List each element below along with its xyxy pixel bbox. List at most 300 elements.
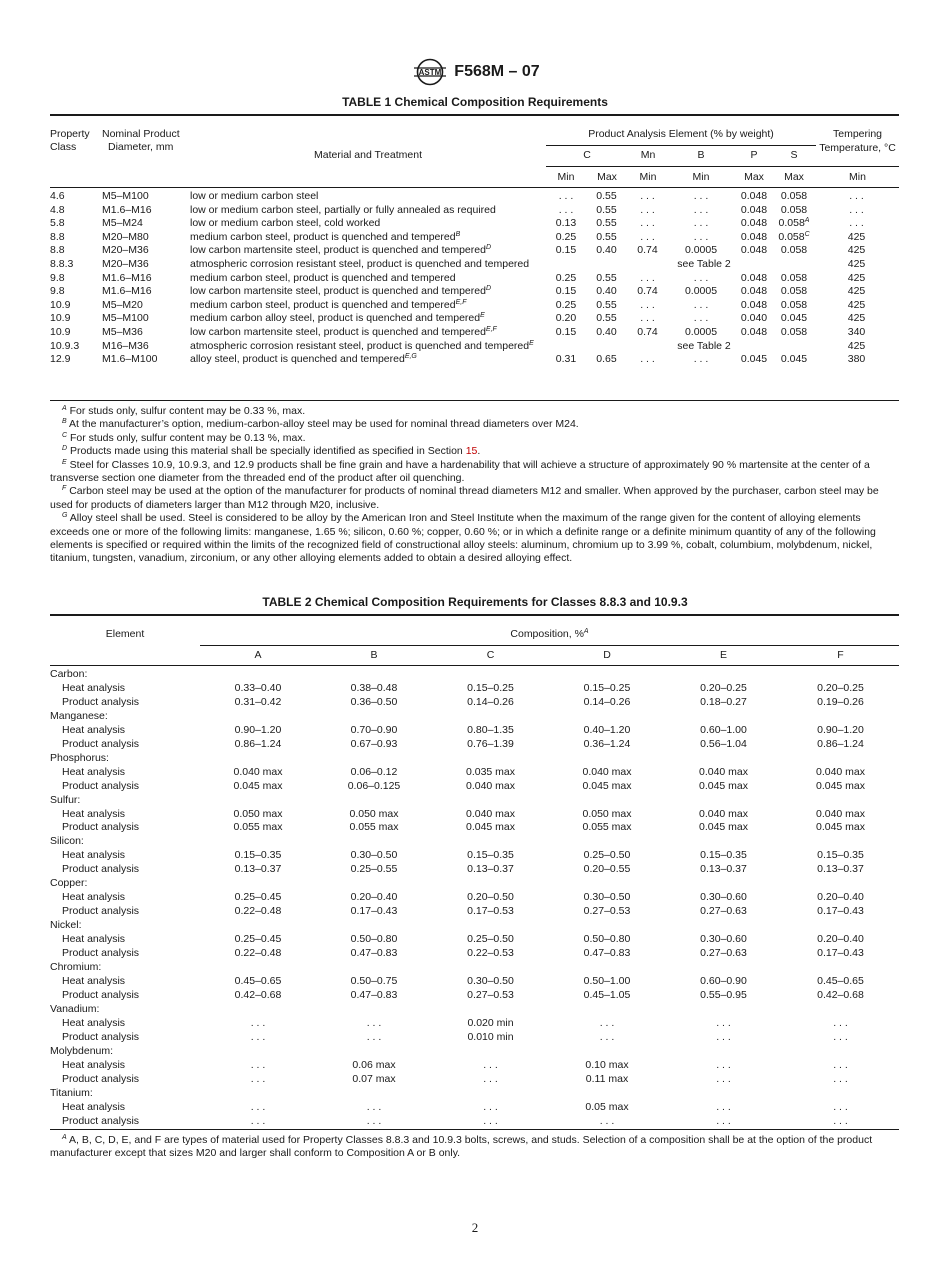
tempering-cell: 425: [847, 230, 866, 243]
p-max-cell: 0.040: [740, 312, 768, 325]
composition-column-f: F: [837, 649, 844, 661]
composition-value: . . .: [599, 1030, 615, 1043]
analysis-row: [50, 682, 899, 696]
see-table-cell: see Table 2: [677, 339, 731, 352]
material-cell: low or medium carbon steel, cold worked: [190, 217, 381, 230]
footnote-c: $^C$ For studs only, sulfur content may be 0.13 %, max.: [62, 431, 306, 444]
composition-value: 0.36–1.24: [583, 737, 631, 750]
b-min-cell: . . .: [693, 217, 709, 230]
analysis-row: [50, 891, 899, 905]
composition-column-e: E: [719, 649, 727, 661]
material-cell: low carbon martensite steel, product is quenched and tempered$^{E,F}$: [190, 325, 497, 338]
header-element-mn: Mn: [640, 149, 656, 161]
composition-value: 0.15–0.25: [467, 681, 514, 694]
c-max-cell: 0.55: [596, 230, 617, 243]
composition-value: 0.13–0.37: [467, 863, 514, 876]
property-class-cell: 9.8: [50, 285, 65, 298]
mn-min-cell: 0.74: [637, 285, 658, 298]
c-max-cell: 0.40: [596, 325, 617, 338]
mn-min-cell: . . .: [640, 203, 655, 216]
composition-column-c: C: [486, 649, 495, 661]
diameter-cell: M1.6–M16: [102, 203, 152, 216]
composition-value: 0.45–0.65: [234, 974, 282, 987]
s-max-cell: $0.058^C$: [778, 230, 810, 243]
table1-header-rule: [50, 187, 899, 188]
composition-value: . . .: [250, 1058, 266, 1071]
mn-min-cell: . . .: [640, 298, 655, 311]
composition-column-b: B: [370, 649, 378, 661]
composition-value: . . .: [716, 1100, 731, 1113]
composition-value: 0.045 max: [815, 779, 866, 792]
header-sub-p-max: Max: [744, 171, 764, 183]
table1-row: [50, 258, 899, 272]
composition-value: 0.040 max: [465, 807, 516, 820]
composition-value: 0.040 max: [698, 765, 749, 778]
composition-value: . . .: [833, 1058, 848, 1071]
analysis-label: Product analysis: [62, 737, 140, 750]
tempering-cell: 425: [847, 298, 866, 311]
analysis-label: Heat analysis: [62, 974, 126, 987]
p-max-cell: 0.048: [740, 271, 768, 284]
header-sub-s-max: Max: [784, 171, 804, 183]
svg-text:ASTM: ASTM: [418, 68, 442, 77]
p-max-cell: 0.045: [740, 353, 768, 366]
header-product-analysis: Product Analysis Element (% by weight): [588, 128, 774, 140]
property-class-cell: 8.8: [50, 230, 65, 243]
material-cell: low or medium carbon steel, partially or fully annealed as required: [190, 203, 496, 216]
composition-value: . . .: [716, 1016, 731, 1029]
analysis-label: Heat analysis: [62, 1100, 126, 1113]
table1-row: [50, 244, 899, 258]
composition-value: . . .: [366, 1114, 382, 1127]
composition-value: 0.22–0.53: [467, 947, 514, 960]
composition-value: 0.06 max: [352, 1058, 396, 1071]
analysis-row: [50, 696, 899, 710]
composition-value: 0.15–0.35: [467, 849, 514, 862]
composition-value: . . .: [833, 1030, 848, 1043]
composition-value: 0.60–0.90: [700, 974, 747, 987]
composition-value: 0.20–0.55: [583, 863, 631, 876]
element-name: Silicon:: [50, 835, 84, 848]
tempering-cell: . . .: [849, 203, 864, 216]
table2-body: [50, 668, 899, 1128]
c-max-cell: 0.40: [596, 244, 617, 257]
s-max-cell: 0.058: [780, 325, 808, 338]
element-name: Titanium:: [50, 1086, 93, 1099]
composition-value: 0.045 max: [698, 779, 749, 792]
c-min-cell: 0.20: [555, 312, 577, 325]
table1-footnotes: [50, 405, 899, 566]
composition-value: 0.27–0.53: [583, 905, 631, 918]
composition-column-d: D: [603, 649, 611, 661]
diameter-cell: M5–M36: [102, 325, 143, 338]
analysis-label: Product analysis: [62, 779, 140, 792]
composition-value: 0.27–0.63: [700, 905, 747, 918]
table1-row: [50, 217, 899, 231]
diameter-cell: M1.6–M16: [102, 271, 152, 284]
composition-value: 0.035 max: [465, 765, 516, 778]
element-group-row: [50, 752, 899, 766]
element-name: Sulfur:: [50, 793, 81, 806]
b-min-cell: 0.0005: [684, 325, 718, 338]
tempering-cell: 425: [847, 312, 866, 325]
analysis-label: Heat analysis: [62, 1058, 126, 1071]
table1-bottom-rule: [50, 400, 899, 401]
table2-header-rule: [50, 665, 899, 666]
analysis-row: [50, 933, 899, 947]
element-name: Nickel:: [50, 919, 82, 932]
element-group-row: [50, 1003, 899, 1017]
s-max-cell: 0.058: [780, 190, 808, 202]
composition-value: 0.17–0.43: [817, 947, 864, 960]
analysis-label: Heat analysis: [62, 807, 126, 820]
composition-value: 0.050 max: [233, 807, 283, 820]
b-min-cell: . . .: [693, 203, 709, 216]
composition-value: 0.70–0.90: [350, 723, 398, 736]
composition-value: 0.11 max: [585, 1072, 629, 1085]
c-max-cell: 0.55: [596, 312, 617, 325]
property-class-cell: 8.8: [50, 244, 65, 257]
header-material: Material and Treatment: [314, 149, 422, 161]
analysis-row: [50, 905, 899, 919]
composition-value: 0.27–0.63: [700, 947, 747, 960]
b-min-cell: . . .: [693, 298, 709, 311]
header-element-s: S: [790, 149, 798, 161]
header-property-class-2: Class: [50, 141, 77, 153]
property-class-cell: 10.9: [50, 312, 71, 325]
composition-value: 0.20–0.40: [817, 891, 864, 904]
composition-value: 0.90–1.20: [234, 723, 282, 736]
header-sub-mn-min: Min: [639, 171, 657, 183]
composition-value: 0.045 max: [815, 821, 866, 834]
composition-value: 0.040 max: [815, 807, 866, 820]
tempering-cell: . . .: [849, 217, 864, 230]
footnote-e: $^E$ Steel for Classes 10.9, 10.9.3, and 12.9 products shall be fine grain and have a hardenability that will achieve a structure of approximately 90 % martensite at the center of a transverse section one diameter from the threaded end of the product after oil quenching.: [50, 458, 870, 485]
analysis-row: [50, 1115, 899, 1129]
analysis-row: [50, 821, 899, 835]
diameter-cell: M20–M36: [102, 257, 149, 270]
analysis-label: Product analysis: [62, 1114, 140, 1127]
element-group-row: [50, 668, 899, 682]
composition-value: 0.07 max: [352, 1072, 396, 1085]
mn-min-cell: . . .: [640, 190, 655, 202]
composition-value: 0.045 max: [233, 779, 283, 792]
element-group-row: [50, 877, 899, 891]
analysis-label: Product analysis: [62, 905, 140, 918]
composition-value: 0.15–0.25: [583, 681, 631, 694]
p-max-cell: 0.048: [740, 325, 768, 338]
tempering-cell: 425: [847, 271, 866, 284]
composition-value: 0.22–0.48: [234, 947, 282, 960]
b-min-cell: 0.0005: [684, 285, 718, 298]
diameter-cell: M1.6–M16: [102, 285, 152, 298]
composition-value: 0.47–0.83: [350, 947, 398, 960]
property-class-cell: 12.9: [50, 353, 71, 366]
element-name: Vanadium:: [50, 1002, 100, 1015]
table2-group-rule: [200, 645, 899, 646]
composition-value: . . .: [366, 1030, 382, 1043]
composition-value: 0.19–0.26: [817, 695, 864, 708]
header-group-rule: [546, 145, 816, 146]
composition-value: 0.42–0.68: [234, 988, 282, 1001]
table2-header-composition: Composition, %$^A$: [510, 628, 589, 640]
c-max-cell: 0.40: [596, 285, 617, 298]
table1-row: [50, 299, 899, 313]
composition-value: 0.30–0.50: [350, 849, 398, 862]
composition-value: 0.06–0.12: [350, 765, 398, 778]
c-min-cell: . . .: [558, 190, 574, 202]
composition-value: . . .: [483, 1100, 498, 1113]
c-max-cell: 0.55: [596, 271, 617, 284]
material-cell: medium carbon steel, product is quenched and tempered: [190, 271, 456, 284]
analysis-row: [50, 1059, 899, 1073]
composition-value: 0.040 max: [698, 807, 749, 820]
element-group-row: [50, 1087, 899, 1101]
diameter-cell: M16–M36: [102, 339, 149, 352]
composition-value: . . .: [599, 1114, 615, 1127]
c-min-cell: . . .: [558, 203, 574, 216]
header-element-b: B: [697, 149, 705, 161]
tempering-cell: 380: [847, 353, 866, 366]
composition-value: 0.050 max: [582, 807, 632, 820]
composition-value: 0.040 max: [465, 779, 516, 792]
composition-value: 0.76–1.39: [467, 737, 514, 750]
table2-bottom-rule: [50, 1129, 899, 1130]
composition-value: . . .: [250, 1030, 266, 1043]
analysis-row: [50, 947, 899, 961]
composition-value: 0.010 min: [467, 1030, 514, 1043]
composition-value: . . .: [716, 1114, 731, 1127]
table1-row: [50, 231, 899, 245]
composition-value: 0.27–0.53: [467, 988, 514, 1001]
composition-value: . . .: [483, 1058, 498, 1071]
table1-row: [50, 272, 899, 286]
element-group-row: [50, 794, 899, 808]
s-max-cell: 0.045: [780, 353, 808, 366]
material-cell: medium carbon steel, product is quenched and tempered$^B$: [190, 230, 461, 243]
analysis-row: [50, 808, 899, 822]
diameter-cell: M20–M36: [102, 244, 149, 257]
element-group-row: [50, 919, 899, 933]
composition-value: . . .: [250, 1100, 266, 1113]
page-number: 2: [471, 1220, 479, 1235]
s-max-cell: 0.058: [780, 203, 808, 216]
composition-value: . . .: [250, 1072, 266, 1085]
composition-value: 0.20–0.50: [467, 891, 514, 904]
see-table-cell: see Table 2: [677, 257, 731, 270]
mn-min-cell: . . .: [640, 353, 655, 366]
header-sub-c-max: Max: [597, 171, 617, 183]
analysis-label: Product analysis: [62, 863, 140, 876]
analysis-row: [50, 1073, 899, 1087]
composition-value: 0.20–0.40: [817, 933, 864, 946]
composition-value: 0.47–0.83: [583, 947, 631, 960]
table1-caption: TABLE 1 Chemical Composition Requirements: [342, 95, 608, 109]
composition-value: 0.055 max: [349, 821, 399, 834]
s-max-cell: $0.058^A$: [778, 217, 810, 230]
composition-value: 0.50–0.80: [350, 933, 398, 946]
composition-value: 0.80–1.35: [467, 723, 514, 736]
property-class-cell: 4.6: [50, 190, 65, 202]
composition-value: 0.15–0.35: [700, 849, 747, 862]
analysis-row: [50, 1017, 899, 1031]
tempering-cell: 425: [847, 257, 866, 270]
s-max-cell: 0.058: [780, 285, 808, 298]
b-min-cell: . . .: [693, 271, 709, 284]
header-sub-t-min: Min: [849, 171, 866, 183]
composition-value: 0.47–0.83: [350, 988, 398, 1001]
p-max-cell: 0.048: [740, 230, 768, 243]
b-min-cell: . . .: [693, 190, 709, 202]
composition-value: 0.86–1.24: [817, 737, 864, 750]
composition-value: . . .: [833, 1114, 848, 1127]
composition-value: 0.22–0.48: [234, 905, 282, 918]
property-class-cell: 4.8: [50, 203, 65, 216]
analysis-label: Product analysis: [62, 1072, 140, 1085]
analysis-row: [50, 780, 899, 794]
analysis-label: Heat analysis: [62, 933, 126, 946]
footnote-g: $^G$ Alloy steel shall be used. Steel is considered to be alloy by the American Iron and Steel Institute when the maximum of the range given for the content of alloying elements exceeds one or more of the following limits: manganese, 1.65 %; silicon, 0.60 %; copper, 0.60 %; or in which a definite range or a definite minimum quantity of any of the following elements is specified or required within the limits of the recognized field of constructional alloy steels: aluminum, chromium up to 3.99 %, cobalt, columbium, molybdenum, nickel, titanium, tungsten, vanadium, zirconium, or any other alloying elements added to obtain a desired alloying effect.: [50, 512, 876, 565]
material-cell: atmospheric corrosion resistant steel, product is quenched and tempered: [190, 257, 530, 270]
mn-min-cell: . . .: [640, 271, 655, 284]
composition-value: 0.31–0.42: [234, 695, 282, 708]
footnote-f: $^F$ Carbon steel may be used at the option of the manufacturer for products of nominal thread diameters M12 and smaller. When approved by the purchaser, carbon steel may be used for products of diameters larger than M12 through M20, inclusive.: [50, 485, 879, 511]
analysis-label: Product analysis: [62, 695, 140, 708]
analysis-row: [50, 738, 899, 752]
composition-value: . . .: [366, 1100, 382, 1113]
composition-value: 0.50–1.00: [583, 974, 631, 987]
element-name: Phosphorus:: [50, 751, 109, 764]
composition-value: 0.42–0.68: [817, 988, 864, 1001]
analysis-label: Product analysis: [62, 1030, 140, 1043]
composition-value: 0.045 max: [582, 779, 632, 792]
diameter-cell: M5–M24: [102, 217, 143, 230]
analysis-label: Product analysis: [62, 821, 140, 834]
composition-column-a: A: [254, 649, 262, 661]
composition-value: 0.17–0.53: [467, 905, 514, 918]
c-max-cell: 0.55: [596, 298, 617, 311]
analysis-row: [50, 1031, 899, 1045]
footnote-b: $^B$ At the manufacturer’s option, medium-carbon-alloy steel may be used for nominal thread diameters over M24.: [62, 418, 579, 431]
s-max-cell: 0.045: [780, 312, 808, 325]
analysis-label: Heat analysis: [62, 723, 126, 736]
composition-value: 0.20–0.25: [817, 681, 864, 694]
composition-value: 0.10 max: [585, 1058, 629, 1071]
composition-value: 0.36–0.50: [350, 695, 398, 708]
composition-value: . . .: [833, 1100, 848, 1113]
composition-value: 0.25–0.45: [234, 891, 282, 904]
composition-value: 0.86–1.24: [234, 737, 282, 750]
composition-value: 0.56–1.04: [700, 737, 747, 750]
composition-value: . . .: [250, 1016, 266, 1029]
composition-value: 0.040 max: [233, 765, 283, 778]
c-min-cell: 0.25: [555, 298, 577, 311]
table1-top-rule: [50, 114, 899, 116]
mn-min-cell: 0.74: [637, 244, 658, 257]
composition-value: 0.50–0.75: [350, 974, 398, 987]
c-min-cell: 0.25: [555, 271, 577, 284]
analysis-label: Heat analysis: [62, 765, 126, 778]
composition-value: 0.045 max: [465, 821, 516, 834]
analysis-label: Heat analysis: [62, 1016, 126, 1029]
composition-value: 0.18–0.27: [700, 695, 747, 708]
composition-value: 0.040 max: [582, 765, 632, 778]
mn-min-cell: . . .: [640, 312, 655, 325]
table2-header-element: Element: [105, 628, 145, 640]
table1-row: [50, 285, 899, 299]
composition-value: 0.60–1.00: [700, 723, 747, 736]
s-max-cell: 0.058: [780, 271, 808, 284]
element-group-row: [50, 1045, 899, 1059]
table2-top-rule: [50, 614, 899, 616]
table1-row: [50, 190, 899, 204]
property-class-cell: 8.8.3: [50, 257, 74, 270]
tempering-cell: 425: [847, 285, 866, 298]
table2-footnote: [50, 1134, 899, 1161]
composition-value: . . .: [716, 1072, 731, 1085]
composition-value: 0.33–0.40: [234, 681, 282, 694]
mn-min-cell: 0.74: [637, 325, 658, 338]
table1-row: [50, 340, 899, 354]
composition-value: 0.90–1.20: [817, 723, 864, 736]
tempering-cell: 425: [847, 244, 866, 257]
table1-row: [50, 312, 899, 326]
composition-value: 0.050 max: [349, 807, 399, 820]
table2-caption: TABLE 2 Chemical Composition Requirements for Classes 8.8.3 and 10.9.3: [262, 595, 688, 609]
header-element-p: P: [750, 149, 758, 161]
composition-value: 0.20–0.40: [350, 891, 398, 904]
header-sub-rule: [546, 166, 899, 167]
header-tempering-2: Temperature, °C: [819, 142, 896, 154]
s-max-cell: 0.058: [780, 244, 808, 257]
composition-value: . . .: [483, 1072, 498, 1085]
composition-value: 0.17–0.43: [817, 905, 864, 918]
element-name: Manganese:: [50, 709, 108, 722]
composition-value: 0.50–0.80: [583, 933, 631, 946]
astm-logo-icon: [410, 58, 450, 86]
c-max-cell: 0.55: [596, 190, 617, 202]
composition-value: 0.040 max: [815, 765, 866, 778]
p-max-cell: 0.048: [740, 203, 768, 216]
composition-value: 0.15–0.35: [817, 849, 864, 862]
table1-row: [50, 326, 899, 340]
p-max-cell: 0.048: [740, 244, 768, 257]
mn-min-cell: . . .: [640, 230, 655, 243]
section-15-link[interactable]: 15: [465, 445, 478, 458]
c-min-cell: 0.15: [555, 325, 577, 338]
b-min-cell: . . .: [693, 353, 709, 366]
element-group-row: [50, 710, 899, 724]
header-sub-c-min: Min: [557, 171, 575, 183]
analysis-label: Product analysis: [62, 947, 140, 960]
header-element-c: C: [583, 149, 591, 161]
composition-value: . . .: [833, 1016, 848, 1029]
composition-value: . . .: [599, 1016, 615, 1029]
footnote-d: $^D$ Products made using this material shall be specially identified as specified in Section 15.: [62, 445, 481, 458]
composition-value: 0.020 min: [467, 1016, 514, 1029]
table2-footnote-a: $^A$ A, B, C, D, E, and F are types of material used for Property Classes 8.8.3 and 10.9.3 bolts, screws, and studs. Selection of a composition shall be at the option of the product manufacturer except that sizes M20 and larger shall conform to Composition A or B only.: [50, 1134, 873, 1160]
element-name: Chromium:: [50, 961, 102, 974]
table1-row: [50, 353, 899, 367]
material-cell: alloy steel, product is quenched and tempered$^{E,G}$: [190, 353, 417, 366]
analysis-label: Heat analysis: [62, 849, 126, 862]
c-max-cell: 0.55: [596, 203, 617, 216]
composition-value: 0.40–1.20: [583, 723, 631, 736]
property-class-cell: 10.9: [50, 325, 71, 338]
composition-value: 0.45–1.05: [583, 988, 631, 1001]
table1-row: [50, 204, 899, 218]
footnote-a: $^A$ For studs only, sulfur content may be 0.33 %, max.: [62, 405, 306, 417]
